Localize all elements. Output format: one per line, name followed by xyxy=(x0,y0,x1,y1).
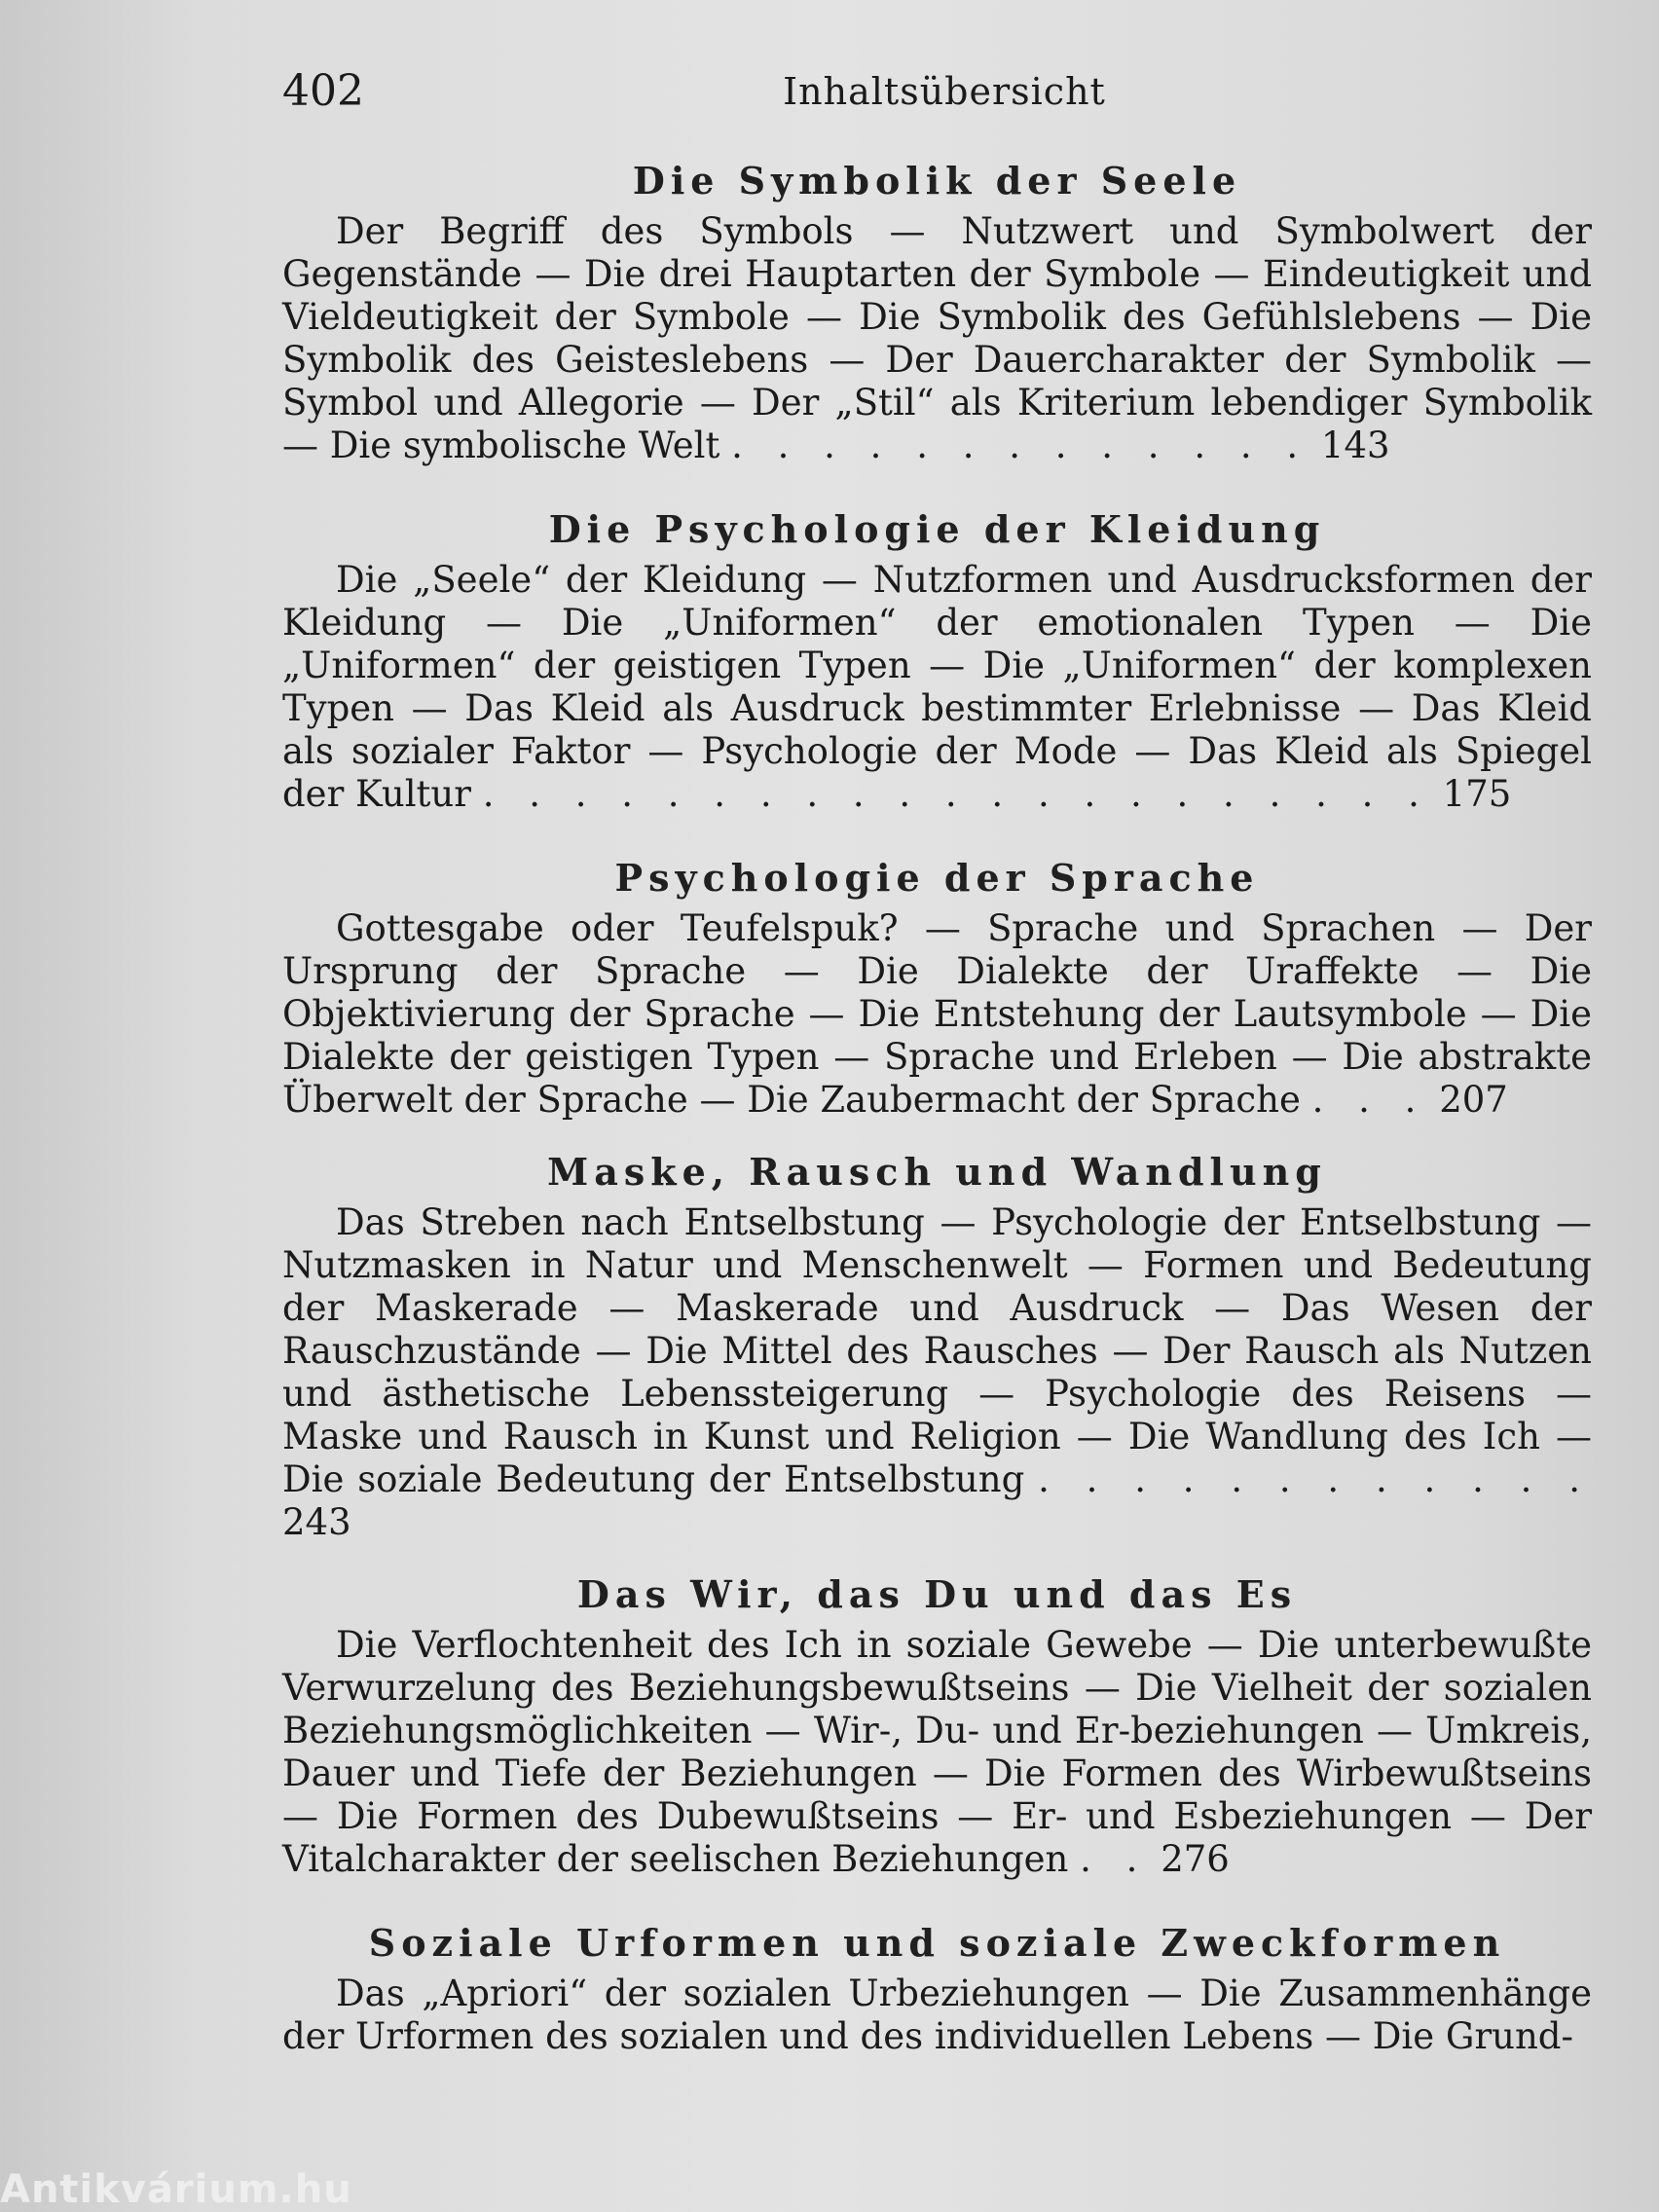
entry-text: Der Begriff des Symbols — Nutzwert und Symbolwert der Gegenstände — Die drei Hauptarten der Symbole — Eindeutigkeit und Vieldeutigkeit der Symbole — Die Symbolik des Gefühlslebens — Die Symbolik des Geisteslebens — Der Dauercharakter der Symbolik — Symbol und Allegorie — Der „Stil“ als Kriterium lebendiger Symbolik — Die symbolische Welt xyxy=(282,210,1592,466)
section-entry xyxy=(282,1624,1592,1881)
section-title: Soziale Urformen und soziale Zweckformen xyxy=(368,1921,1506,1965)
toc-section-wir xyxy=(282,1569,1592,1881)
entry-text: Das „Apriori“ der sozialen Urbeziehungen — Die Zusammenhänge der Urformen des sozialen und des individuellen Lebens — Die Grund- xyxy=(282,1972,1592,2057)
leader-dots: . . . xyxy=(1311,1079,1428,1121)
section-entry xyxy=(282,907,1592,1122)
section-title: Die Symbolik der Seele xyxy=(632,159,1242,203)
toc-section-symbolik xyxy=(282,156,1592,467)
section-entry xyxy=(282,1201,1592,1544)
toc-section-sprache xyxy=(282,853,1592,1122)
page-number: 402 xyxy=(282,66,364,116)
section-entry xyxy=(282,1972,1592,2058)
entry-text: Die „Seele“ der Kleidung — Nutzformen und Ausdrucksformen der Kleidung — Die „Uniformen“ der emotionalen Typen — Die „Uniformen“ der geistigen Typen — Die „Uniformen“ der komplexen Typen — Das Kleid als Ausdruck bestimmter Erlebnisse — Das Kleid als sozialer Faktor — Psychologie der Mode — Das Kleid als Spiegel der Kultur xyxy=(282,559,1592,815)
toc-section-maske xyxy=(282,1147,1592,1544)
entry-text: Die Verflochtenheit des Ich in soziale Gewebe — Die unterbewußte Verwurzelung des Beziehungsbewußtseins — Die Vielheit der sozialen Beziehungsmöglichkeiten — Wir-, Du- und Er-beziehungen — Umkreis, Dauer und Tiefe der Beziehungen — Die Formen des Wirbewußtseins — Die Formen des Dubewußtseins — Er- und Esbeziehungen — Der Vitalcharakter der seelischen Beziehungen xyxy=(282,1624,1592,1880)
running-head xyxy=(0,70,1659,113)
toc-section-urformen xyxy=(282,1918,1592,2058)
entry-text: Gottesgabe oder Teufelspuk? — Sprache und Sprachen — Der Ursprung der Sprache — Die Dialekte der Uraffekte — Die Objektivierung der Sprache — Die Entstehung der Lautsymbole — Die Dialekte der geistigen Typen — Sprache und Erleben — Die abstrakte Überwelt der Sprache — Die Zaubermacht der Sprache xyxy=(282,907,1592,1121)
entry-page: 207 xyxy=(1439,1079,1508,1121)
watermark: Antikvárium.hu xyxy=(0,2167,352,2212)
table-of-contents xyxy=(282,156,1592,2058)
leader-dots: . . . . . . . . . . . . . xyxy=(731,424,1310,466)
section-entry xyxy=(282,559,1592,816)
section-title: Psychologie der Sprache xyxy=(614,856,1260,900)
section-title: Die Psychologie der Kleidung xyxy=(548,507,1326,551)
section-title: Das Wir, das Du und das Es xyxy=(576,1572,1298,1616)
leader-dots: . . . . . . . . . . . . . . . . . . . . . xyxy=(482,773,1431,815)
leader-dots: . . . . . . . . . . . . xyxy=(1038,1458,1592,1500)
entry-page: 276 xyxy=(1161,1838,1230,1880)
entry-text: Das Streben nach Entselbstung — Psychologie der Entselbstung — Nutzmasken in Natur und Menschenwelt — Formen und Bedeutung der Maskerade — Maskerade und Ausdruck — Das Wesen der Rauschzustände — Die Mittel des Rausches — Der Rausch als Nutzen und ästhetische Lebenssteigerung — Psychologie des Reisens — Maske und Rausch in Kunst und Religion — Die Wandlung des Ich — Die soziale Bedeutung der Entselbstung xyxy=(282,1201,1592,1500)
entry-page: 243 xyxy=(282,1501,351,1543)
toc-section-kleidung xyxy=(282,504,1592,816)
entry-page: 175 xyxy=(1442,773,1512,815)
leader-dots: . . xyxy=(1080,1838,1150,1880)
section-title: Maske, Rausch und Wandlung xyxy=(547,1150,1327,1194)
entry-page: 143 xyxy=(1320,424,1390,466)
running-title: Inhaltsübersicht xyxy=(783,70,1106,113)
section-entry xyxy=(282,210,1592,467)
